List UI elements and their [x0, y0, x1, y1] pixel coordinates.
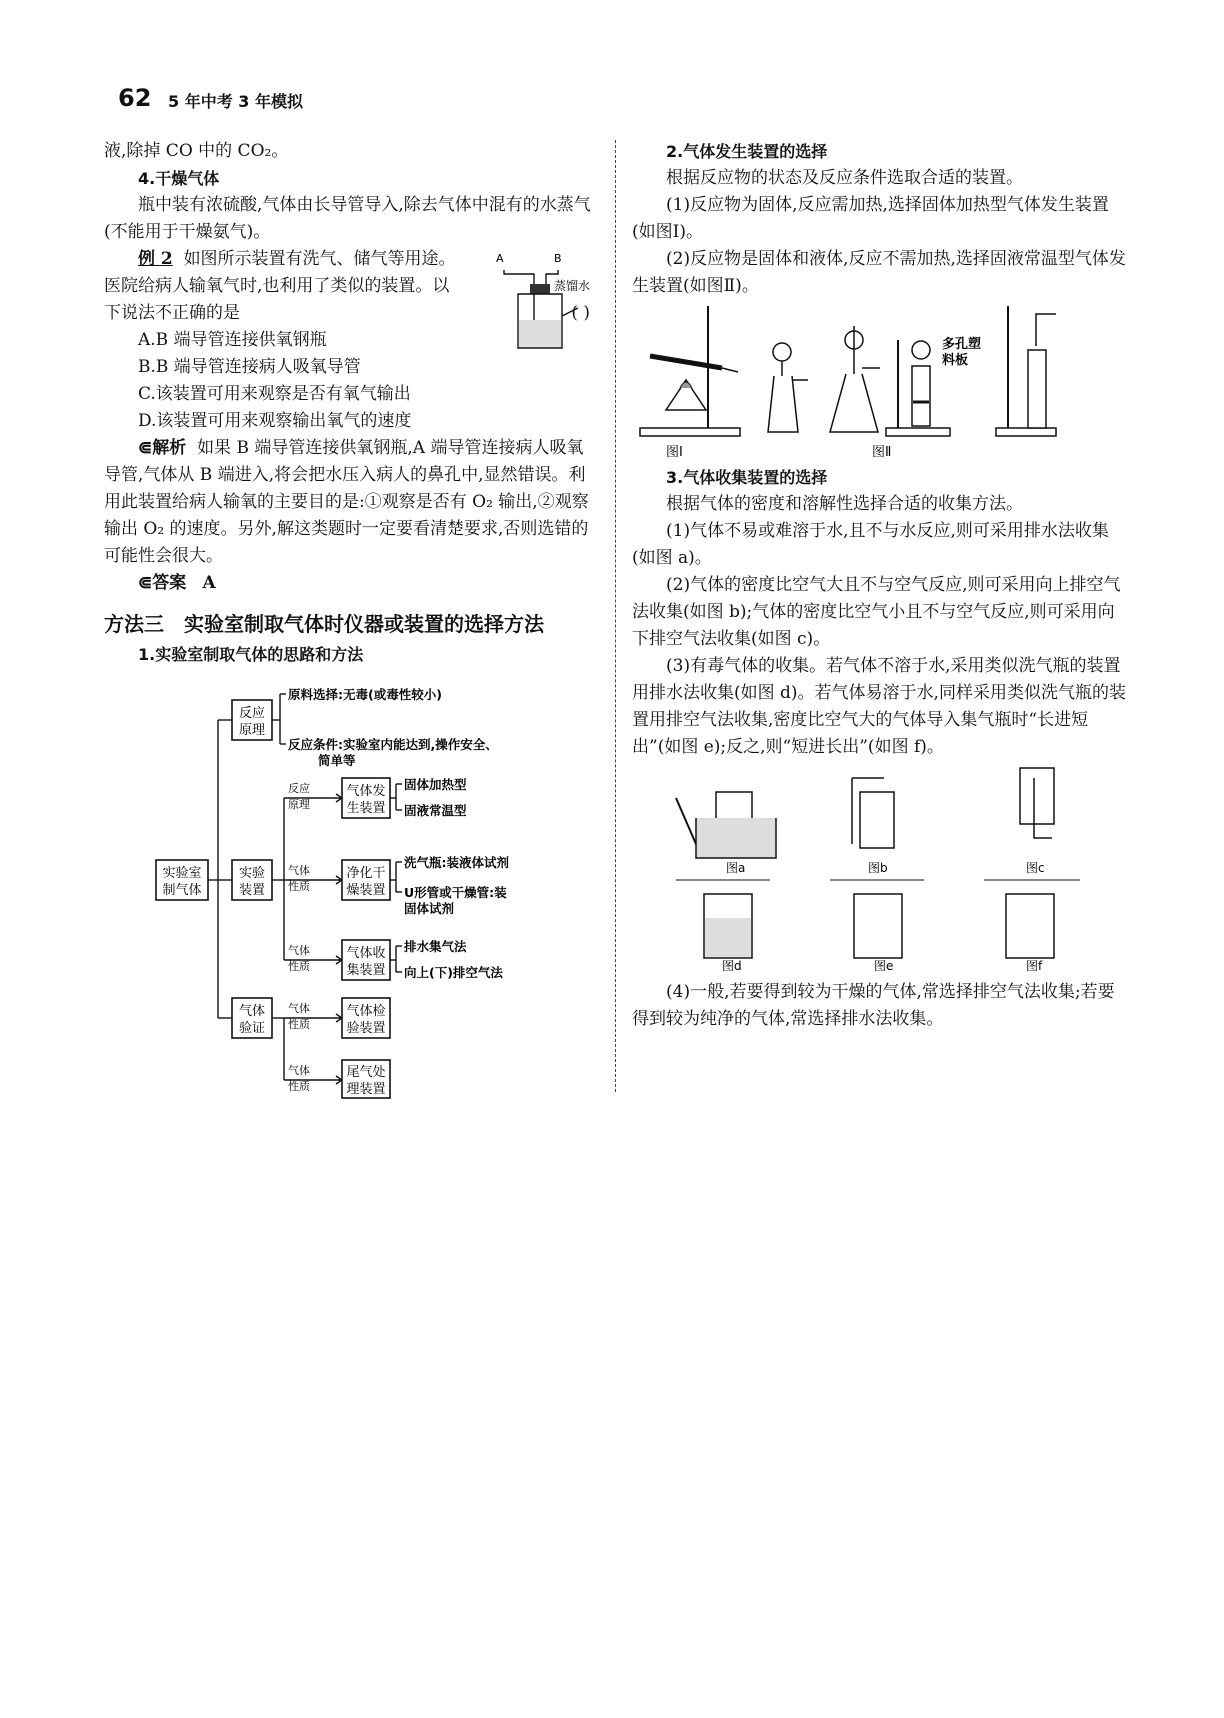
paragraph: (4)一般,若要得到较为干燥的气体,常选择排空气法收集;若要得到较为纯净的气体,常选择排水法收集。 — [632, 982, 1115, 1029]
flow-gas-verify-2: 验证 — [238, 1021, 266, 1036]
flow-reaction-principle: 反应 — [238, 706, 266, 721]
plate-label: 多孔塑 — [942, 337, 982, 352]
paragraph: (2)气体的密度比空气大且不与空气反应,则可采用向上排空气法收集(如图 b);气体的密度比空气小且不与空气反应,则可采用向下排空气法收集(如图 c)。 — [632, 575, 1121, 649]
example-text: 医院给病人输氧气时,也利用了类似的装置。以 — [104, 276, 450, 296]
paragraph: (1)气体不易或难溶于水,且不与水反应,则可采用排水法收集(如图 a)。 — [632, 521, 1109, 568]
flow-device-2: 装置 — [238, 883, 266, 898]
figure-i-label: 图Ⅰ — [666, 445, 683, 460]
figure-a-water-displacement — [676, 792, 776, 875]
paragraph: 根据气体的密度和溶解性选择合适的收集方法。 — [666, 494, 1023, 514]
flow-purify-device: 净化干 — [346, 866, 386, 881]
figure-d-wash-bottle-water — [704, 894, 752, 973]
solid-heating-apparatus — [640, 306, 740, 436]
figure-b-label: 图b — [868, 861, 888, 875]
flow-gen-device-2: 生装置 — [346, 801, 386, 816]
paragraph: 液,除掉 CO 中的 CO₂。 — [104, 141, 289, 161]
section-heading-dry-gas: 4.干燥气体 — [138, 169, 220, 188]
gen-type-solid-liquid: 固液常温型 — [404, 803, 467, 818]
analysis-text: 如果 B 端导管连接供氧钢瓶,A 端导管连接病人吸氧导管,气体从 B 端进入,将会把水压入病人的鼻孔中,显然错误。利用此装置给病人输氧的主要目的是:①观察是否有 O₂ 输出,②观察输出 O₂ 的速度。另外,解这类题时一定要看清楚要求,否则选错的可能性会很大。 — [104, 438, 589, 566]
option-b: B.B 端导管连接病人吸氧导管 — [138, 357, 361, 377]
purify-type-wash: 洗气瓶:装液体试剂 — [404, 855, 509, 870]
figure-a-label: 图a — [726, 861, 746, 875]
column-divider — [615, 140, 616, 1092]
analysis-label: 解析 — [152, 438, 187, 458]
port-b-label: B — [554, 252, 562, 265]
figure-e-long-in-short-out — [854, 894, 902, 973]
port-a-label: A — [496, 252, 504, 265]
flow-device: 实验 — [238, 866, 266, 881]
paragraph: (3)有毒气体的收集。若气体不溶于水,采用类似洗气瓶的装置用排水法收集(如图 d)。若气体易溶于水,同样采用类似洗气瓶的装置用排空气法收集,密度比空气大的气体导入集气瓶时“长进短出”(如图 e);反之,则“短进长出”(如图 f)。 — [632, 656, 1126, 757]
flow-reaction-condition-2: 简单等 — [318, 753, 356, 768]
example-text: 下说法不正确的是 — [104, 303, 240, 323]
figure-c-downward-air — [1020, 768, 1054, 875]
analysis-icon: ⋐ — [138, 438, 153, 458]
section-heading-collection: 3.气体收集装置的选择 — [666, 468, 828, 487]
paragraph: (2)反应物是固体和液体,反应不需加热,选择固液常温型气体发生装置(如图Ⅱ)。 — [632, 249, 1126, 296]
option-a: A.B 端导管连接供氧钢瓶 — [138, 330, 327, 350]
edge-label-2: 性质 — [288, 1018, 310, 1031]
collection-apparatus-figure — [656, 758, 1086, 974]
analysis — [104, 435, 600, 570]
figure-e-label: 图e — [874, 959, 894, 973]
edge-label: 气体 — [288, 1002, 310, 1015]
flow-test-device: 气体检 — [346, 1004, 386, 1019]
example-label: 例 2 — [138, 249, 173, 269]
paragraph: 根据反应物的状态及反应条件选取合适的装置。 — [666, 168, 1023, 188]
collect-type-air: 向上(下)排空气法 — [404, 965, 503, 980]
method-three-title: 方法三 实验室制取气体时仪器或装置的选择方法 — [104, 612, 544, 636]
figure-ii-label: 图Ⅱ — [872, 445, 892, 460]
edge-label-2: 性质 — [288, 960, 310, 973]
distilled-water-label: 蒸馏水 — [554, 279, 591, 293]
generation-apparatus-figure — [636, 300, 1116, 468]
flow-root-line1: 实验室 — [162, 866, 202, 881]
paragraph: 瓶中装有浓硫酸,气体由长导管导入,除去气体中混有的水蒸气(不能用于干燥氨气)。 — [104, 195, 591, 242]
simple-tube-apparatus — [996, 306, 1056, 436]
edge-label-2: 性质 — [288, 880, 310, 893]
left-column — [104, 138, 600, 668]
purify-type-u-tube-2: 固体试剂 — [404, 901, 455, 916]
example-text: 如图所示装置有洗气、储气等用途。 — [183, 249, 456, 269]
answer-blank: ( ) — [571, 303, 590, 323]
figure-b-upward-air — [852, 778, 894, 875]
figure-d-label: 图d — [722, 959, 742, 973]
flow-reaction-condition: 反应条件:实验室内能达到,操作安全、 — [288, 737, 498, 752]
kipp-style-apparatus — [886, 336, 981, 436]
answer-label: 答案 — [152, 573, 187, 593]
answer-value: A — [202, 573, 216, 593]
separating-funnel-flask-small — [768, 343, 808, 432]
edge-label-2: 原理 — [288, 798, 310, 811]
flow-raw-material: 原料选择:无毒(或毒性较小) — [288, 688, 442, 702]
flow-root-line2: 制气体 — [162, 883, 202, 898]
page-number: 62 — [118, 84, 152, 112]
plate-label-2: 料板 — [942, 353, 969, 368]
answer — [104, 570, 600, 597]
subsection-heading: 1.实验室制取气体的思路和方法 — [138, 645, 364, 664]
flow-test-device-2: 验装置 — [346, 1021, 386, 1036]
collect-type-water: 排水集气法 — [404, 939, 467, 954]
flow-purify-device-2: 燥装置 — [346, 883, 386, 898]
flow-reaction-principle-2: 原理 — [238, 723, 266, 738]
flow-branch-collect — [284, 939, 503, 980]
edge-label: 气体 — [288, 944, 310, 957]
option-d: D.该装置可用来观察输出氧气的速度 — [138, 411, 412, 431]
flow-tail-device-2: 理装置 — [346, 1082, 386, 1097]
gen-type-solid-heat: 固体加热型 — [404, 777, 467, 792]
purify-type-u-tube: U形管或干燥管:装 — [404, 885, 507, 900]
flow-collect-device-2: 集装置 — [346, 963, 386, 978]
paragraph: (1)反应物为固体,反应需加热,选择固体加热型气体发生装置(如图Ⅰ)。 — [632, 195, 1109, 242]
flow-branch-tail — [284, 1060, 390, 1098]
series-title: 5 年中考 3 年模拟 — [168, 92, 303, 111]
figure-c-label: 图c — [1026, 861, 1045, 875]
gas-preparation-flowchart — [152, 688, 572, 1100]
flow-gen-device: 气体发 — [346, 784, 386, 799]
option-c: C.该装置可用来观察是否有氧气输出 — [138, 384, 411, 404]
flow-collect-device: 气体收 — [346, 946, 386, 961]
figure-f-short-in-long-out — [1006, 894, 1054, 973]
wash-bottle-figure — [496, 250, 606, 356]
section-heading-generation: 2.气体发生装置的选择 — [666, 142, 828, 161]
answer-icon: ⋐ — [138, 573, 153, 593]
flow-gas-verify: 气体 — [238, 1004, 266, 1019]
figure-f-label: 图f — [1026, 959, 1043, 973]
edge-label-2: 性质 — [288, 1080, 310, 1093]
separating-funnel-flask-large — [830, 326, 880, 432]
flow-branch-test — [284, 998, 390, 1038]
edge-label: 反应 — [288, 782, 310, 795]
edge-label: 气体 — [288, 864, 310, 877]
flow-branch-generation — [284, 777, 467, 818]
edge-label: 气体 — [288, 1064, 310, 1077]
flow-branch-purify — [284, 855, 509, 916]
flow-tail-device: 尾气处 — [346, 1065, 386, 1080]
